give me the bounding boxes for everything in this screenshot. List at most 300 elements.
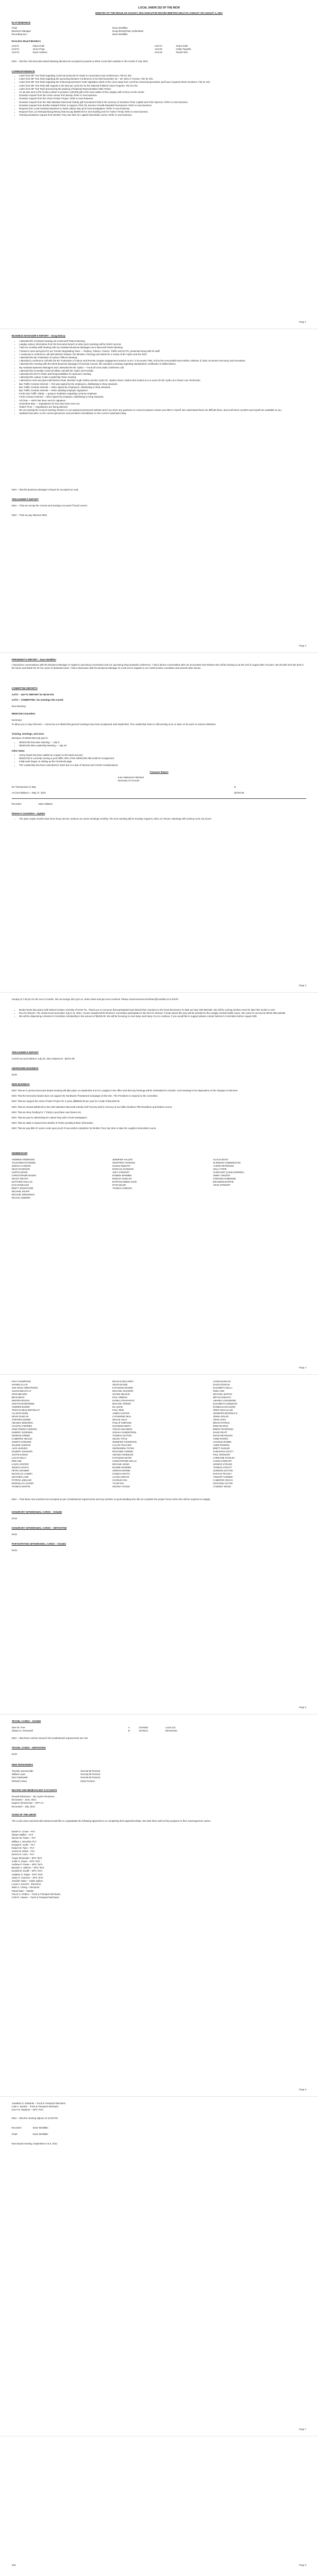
minutes-title: MINUTES OF THE REGULAR AUGUST, 2021 EXECUTIVE BOARD MEETING HELD IN LANGLEY ON AUGUST 4, 2021 [95, 12, 223, 14]
pensioner-type: Early Pension [81, 1779, 95, 1782]
correspondence-list [12, 74, 306, 117]
member-name: MATTHEW GOLLAN [12, 1181, 33, 1183]
member-name: PAUL REID [112, 1409, 124, 1411]
bmr-item: • We are posting the Council meeting minutes on our password protected website and if you have any questions or concerns please contact your BM or myself. We understand these are difficult times, and at all times my BM's and myself are available to you. [19, 409, 306, 412]
bmr-item: • I attended a meet and greet with Bernie Pearl, Member Hugh Smiley and BC Hydro Dr. Jayden Stone Vowles who invited us to a union for BC Hydro at a Power Line Technician. [19, 379, 306, 382]
member-name: DANELL PRASHOVIC [112, 1399, 135, 1402]
correspondence-item: • Letter from MF Tom Reid announcing the passing of National Representative Mike Power. [19, 88, 306, 91]
member-name: THOMAS STRUTT [213, 1466, 232, 1469]
pensioners-heading: NEW PENSIONERS [12, 1763, 33, 1766]
graduate-entry: Jonathan G. Edwards – Truck & Transport Mechanic [12, 2102, 66, 2105]
committee-heading: COMMITTEE REPORTS [12, 687, 38, 690]
travel-ref: B. [128, 1729, 131, 1733]
member-name: LAURA KOSTER [12, 1463, 29, 1466]
member-name: DANIELLE MACLEOD [213, 1406, 236, 1408]
graduate-entry: Angus Mcdonald – EPC Tech [12, 1856, 42, 1859]
member-name: JASON DUNCAN [213, 1380, 231, 1383]
bmr-item: • I attended the Jul Board meeting via a Microsoft Teams Meeting. [19, 340, 306, 343]
womens-item: • Border Book discussion with Nelson's Diane currently of GCW-TIL. Thank you to everyone that participated and shared their reactions to the book discussion! To date we have 500 500.900. We will be coming another event for later this month or next. [19, 1009, 306, 1012]
member-name: PHILLIP SIMPSON [112, 1421, 131, 1424]
pensioner-type: Normal 65 Pension [81, 1773, 101, 1776]
member-name: JUDY STEWART [112, 1171, 130, 1174]
graduate-entry: Calahan S. Paige – EPC Tech [12, 1873, 43, 1876]
member-name: ANNE RIVERS [213, 1437, 228, 1440]
training-text: Members of NEWCOM took part in: [12, 737, 49, 739]
member-name: BRETT JOHNSTONE [12, 1187, 33, 1190]
membership-column [112, 1158, 192, 1190]
training-list [12, 741, 306, 747]
unfinished-none: None [12, 1073, 17, 1076]
womens-item: • Run for Women: The virtual event took place July 5-11, 2021. Across Canada MCW Women's Committee participated in the Run for Women. Funds raised this year will be donated to the Langley mental health cause. We came for second as MCW 258 website. [19, 1012, 306, 1015]
recorder-row [12, 803, 306, 806]
deaths-list [12, 1795, 306, 1808]
adjourn-motion: MSC – that the meeting adjourn at 12:00 PM [12, 2117, 58, 2120]
death-entry: Deceased – June, 2021 [12, 1798, 37, 1802]
member-name: ALYSSA WOLFE [112, 1476, 129, 1478]
graduate-entry: Steven W. Paton – PLT [12, 1837, 36, 1840]
graduate-entry: Bossein A. Salmon – EPC Tech [12, 1866, 45, 1869]
graduate-entry: Daniel S. Crowe – PLT [12, 1830, 36, 1833]
member-name: CHARLIE RODEN [213, 1441, 232, 1443]
unit-label: Unit #5 [155, 48, 162, 51]
member-name: JENNIFER THOMPSON [112, 1441, 137, 1443]
ajetc-heading: AJ/TC – 4&YTC REPORT for MCW 078 [12, 693, 54, 696]
member-name: GREG MCCALLUM [213, 1409, 233, 1411]
member-name: LYNDSEY WOOD [213, 1485, 231, 1488]
bmr-item: • Fortis Gas Traffic Clarity — going to mediation regarding common employer. [19, 392, 306, 395]
deaths-heading: DEATHS AND BENEVOLENT ACCOUNTS [12, 1789, 57, 1791]
correspondence-item: • Letter from MF Tom Reid with regards to the $10 per cycle fee for the National Political Action Program. File for Info. [19, 84, 306, 88]
graduate-entry: Jonnie M. Eakin – PLT [12, 1850, 35, 1853]
officer-role: Chair [12, 27, 17, 29]
othernews-item: • Jenny Stuart has been added as a signer to the bank account. [19, 754, 306, 757]
member-name: SHAWN ALLAN [12, 1383, 28, 1386]
travel-name: Shawn D. Greenwell [12, 1729, 33, 1733]
member-name: MARCUS JOHNSON [112, 1168, 134, 1170]
travel-motion: MSC – that these card be issued if all Constitutional requirements are met. [12, 1737, 89, 1739]
bmr-item: • I attended the bi-weekly Covid-19 tables call with BC Hydro and Fortisbc. [19, 369, 306, 373]
member-name: MICHAEL KNAPP [12, 1190, 30, 1193]
member-name: HELENA YOUNG [112, 1485, 130, 1488]
member-name: ACACIA BOYD [213, 1158, 228, 1161]
member-name: DAVID PRATT [213, 1431, 228, 1434]
membership-column [213, 1380, 293, 1488]
member-name: JOSEPH HOWARD [12, 1441, 31, 1443]
womens-heading: Women's Committee – Update [12, 812, 45, 815]
treasury-label: June Statement Attached [118, 776, 144, 779]
graduate-entry: Dennis R. Hunt – PLT [12, 1853, 34, 1856]
member-name: SEAN DAVIDSON [12, 1168, 30, 1170]
member-name: JENNIFER HALLER [112, 1158, 132, 1161]
member-name: JASON STEWART [213, 1460, 232, 1462]
newbiz-motion: MSC That we donate $2000.00 to the Salt Salvation Memorial Charity Golf Tourney held in memory of our fallen Brothers Phil Woodburn and Robert Lemon. [12, 1105, 173, 1108]
treasurer-heading: TREASURER'S REPORT [12, 498, 39, 501]
unit-label: Unit #3 [12, 51, 19, 54]
page-4 [0, 993, 318, 1375]
sunday-text-body: Sunday at 7:00 pm for the next 3 months. We encourage all to join us, share ideas and get more involved. Please email womenscommittee@mcw258.ca to RSVP. [12, 998, 179, 1001]
member-name: JOHN OAKS [213, 1418, 226, 1421]
member-name: JOHN BEAVER [12, 1393, 28, 1395]
member-name: JESSICA KOVAC [12, 1466, 29, 1469]
member-name: CHARLES WU [112, 1479, 127, 1481]
member-name: KATHLEEN MOORE [112, 1386, 133, 1389]
correspondence-item: • Training assistance request from Brother Tony Van Woe for Logistic Essentials course. Refer to new business. [19, 114, 306, 117]
chair-name: Dave McMillan [33, 2133, 48, 2136]
page-5 [0, 1375, 318, 1715]
graduate-entry: Jamie K. Harrison – EPC Tech [12, 1876, 43, 1879]
member-name: AMANDA LONGMORE [213, 1399, 236, 1402]
correspondence-item: • Letter from MF Tom Reid regarding the upcoming Western Conference to be held November 18 – 20, 2021 in Toronto. File for Info. [19, 77, 306, 81]
member-name: VINCENT TURNER [213, 1476, 233, 1478]
member-name: SEIJO MCGEE [112, 1383, 128, 1386]
graduate-entry: Justin K. Dayto – EPC Tech [12, 1859, 40, 1863]
member-name: LUCAS KELLY [12, 1457, 26, 1459]
member-name: JOHN STEWART [213, 1184, 231, 1186]
bmr-heading: BUSINESS MANAGER'S REPORT – Doug McKay [12, 334, 66, 337]
member-name: TOGAN SOLOMON [112, 1428, 132, 1431]
othernews-item: • Initial work began on setting up the Facebook page. [19, 760, 306, 763]
signature-initials: Jhw [12, 2564, 16, 2566]
death-entry: Russell Robertson – BC Hydro Pensioner [12, 1795, 55, 1798]
newbiz-motion: MSC That we support the Union Protein Project for 3 years @$5000.00 per year for a total of $15,000.00. [12, 1100, 120, 1103]
member-name: AARON PETERSON [213, 1165, 234, 1167]
page-number: Page 5 [299, 1706, 306, 1709]
page-number: Page 3 [299, 984, 306, 987]
treasurer-2-heading: TREASURER'S REPORT [12, 1051, 39, 1054]
recorder-name: Dave McMillan [33, 2126, 48, 2129]
pensioner-row [12, 1780, 306, 1783]
member-name: AMANDA EDWARDS [12, 1421, 33, 1424]
member-name: ELIZABETH LINDQVIST [213, 1402, 238, 1405]
member-name: PAKA THOMPSON [12, 1380, 31, 1383]
newbiz-motion: MSC That we deny funding for 7 Trinity to purchase new frames etc. [12, 1110, 82, 1114]
member-name: LORRAINE STANLEY [213, 1457, 235, 1459]
graduate-entry: Andrew P. Fraser – EPC Tech [12, 1863, 42, 1866]
newbiz-motion: MSC That we table a request from Brother E Fisher pending further information. [12, 1122, 94, 1125]
member-name: GEOFFREY HOSKINS [112, 1161, 135, 1164]
membership-column [112, 1380, 192, 1488]
travel-loc: Local 213 [165, 1726, 176, 1729]
chair-label: Chair: [12, 2133, 18, 2136]
treasury-label: Account Balance = May 27, 2021 [12, 791, 46, 794]
member-name: MICHAEL NAVARRE [112, 1390, 134, 1392]
newbiz-heading: NEW BUSINESS [12, 1083, 30, 1085]
unit-label: Unit #1 [12, 45, 19, 47]
member-name: Klaus Kraft [33, 45, 45, 47]
member-name: ERIN PEARCE [213, 1425, 228, 1427]
bmr-item: • Bus Traffic Contract Internal — MOU awaiting employer signatures. [19, 389, 306, 392]
graduate-entry: Trevor K. Robins – Truck & Transport Mechanic [12, 1892, 61, 1896]
travel-ref: A. [128, 1726, 131, 1729]
pensioner-name: Michael Casey [12, 1779, 27, 1782]
member-name: GILBERT JOHNSON [12, 1450, 33, 1453]
member-name: CHANTAL FERRIES [12, 1425, 32, 1427]
recorder-label: Recorder: [12, 2126, 22, 2129]
member-name: NICHOLAS LANDRY [12, 1472, 33, 1475]
ajetc-next: Next Meeting: [12, 705, 26, 708]
womens-item: • We will be dispensing a Women's Committee scholarship in the amount of $1000.00. We will be focusing on next steps and many of us to continue. If you would like to support please contact Women's Committee before August 20th. [19, 1015, 306, 1018]
member-name: BRENT PETERSON [213, 1428, 234, 1431]
member-name: THOMAS SUTTON [112, 1434, 132, 1437]
bmr-item: • I attended a conference call with the BC Federation of Labour and Premier Horgan engagement session on B.C.'s Economic Plan, led by the Honourable Ravi Kahlon, Minister of Jobs, Economic Recovery and Innovation. [19, 359, 306, 363]
bmr-list [12, 340, 306, 416]
treasury-table [12, 776, 306, 795]
correspondence-item: • Request from Lori McIsaac/Doug McKay that we pay $2000.00 for new bowling sets for Trainer Trinity. Refer to new business. [19, 110, 306, 114]
graduate-entry: Robert W. Tyler – PLT [12, 1847, 34, 1850]
member-name: PAUL NIEMAN [112, 1396, 127, 1399]
training-item: • NEWCOM Executive Meeting — July 8 [19, 741, 306, 744]
travel-loc: Electricians [165, 1729, 178, 1733]
member-name: TYLER WU [112, 1482, 124, 1485]
treasurer-report-heading: Treasurer Report [149, 771, 169, 773]
treasury-label: No Transactions in May [12, 786, 36, 789]
bmr-item: • I had our monthly staff meeting with my Assistant Business Managers via a Microsoft Teams Meeting. [19, 346, 306, 349]
graduate-entry: Donald M. Zoulfe – EPC Tech [12, 1869, 42, 1873]
member-name: JENNA NOLAN [213, 1415, 229, 1418]
participating-heading: PARTICIPATING WITHDRAWAL CARDS – ISSUED [12, 1543, 66, 1545]
member-name: ELI QUAN [112, 1406, 123, 1408]
travel-deposited-heading: TRAVEL CARDS – DEPOSITED [12, 1746, 46, 1749]
member-name: MARLEY DUNCAN [112, 1177, 132, 1180]
member-name: PETRA KRAMER [12, 1469, 29, 1472]
signatures [12, 2126, 306, 2136]
participating-none: None [12, 1549, 17, 1552]
member-name: WINSOR BOGGS [12, 1399, 30, 1402]
membership-column [12, 1380, 91, 1488]
graduate-entry: Shawn Walker – PLT [12, 1833, 33, 1837]
travel-table [12, 1726, 306, 1733]
unit-label: Unit #4 [155, 45, 162, 47]
officer-role: Business Manager [12, 30, 31, 33]
travel-deposited-none: None [12, 1753, 17, 1755]
pensioner-type: Normal 65 Pension [81, 1776, 101, 1779]
member-name: JENNIFER MCDONALD [213, 1412, 237, 1415]
othernews-list [12, 754, 306, 767]
treasury-label: Summary of Account: [118, 779, 140, 782]
president-text: I had phone conversations with the Business Manager in regard to upcoming conventions and our upcoming shop stewards conference. I had a phone conversation with our accountant Gert Nielsen who will be leaving us at the end of August after 23 years. We all wish Gert the best in the future and thank her for her years of dedicated work. I had a discussion with the Business Manager of Local 213 in regards to our Youth Section committee and several other issues. [12, 664, 304, 670]
bmr-item: • My Assistant Business Managers and I attended the BC Hydro — Fund all cross trade conference call. [19, 366, 306, 369]
pensioner-name: William Lowe [12, 1773, 25, 1776]
bmr-item: • I attended the BC Federation of Labour Officers Meeting. [19, 356, 306, 359]
member-name: DAN GONZALEZ [12, 1184, 29, 1186]
member-name: PATRICK LEBLANC [12, 1479, 32, 1481]
member-name: SUSAN RIZZUTO [112, 1165, 130, 1167]
graduates-list [12, 1830, 306, 1899]
member-name: JIMMY VINCENT [213, 1174, 231, 1177]
womens-more-list [12, 1009, 306, 1019]
correspondence-heading: CORRESPONDENCE [12, 70, 35, 73]
officer-name: Dave McMillan [112, 33, 128, 36]
member-name: SAMANTHA SCOTT [213, 1450, 234, 1453]
newbiz-list [12, 1089, 306, 1133]
member-name: ANNE ROGERS [213, 1444, 229, 1446]
member-name: JONATHON BROWNE [12, 1402, 34, 1405]
member-name: ELIZABETH KELLY [213, 1386, 233, 1389]
graduate-entry: William J. McArthur PLT [12, 1840, 37, 1843]
treasury-amount: $ [234, 786, 236, 789]
member-name: MARCELLO LOCKER [12, 1482, 34, 1485]
member-name: DAMIEN WARMEN [112, 1174, 132, 1177]
member-name: MICHAEL KRESSMAN [12, 1193, 35, 1196]
travel-issued-heading: TRAVEL CARDS – ISSUED [12, 1720, 41, 1722]
member-name: KEVIN REYNOLDS [213, 1434, 233, 1437]
graduate-entry: Colin R. Hawes – Truck & Transport Mechanic [12, 1896, 59, 1899]
member-name: JOSE PEDRO FUENTES [12, 1428, 37, 1431]
unit-label: Unit #6 [155, 51, 162, 54]
newcom-heading: NEWCOM Committee [12, 712, 36, 715]
member-name: JOSHUA SUNDSTROM [112, 1431, 136, 1434]
newbiz-motion: MSC That an in person Executive Board meeting will take place on September 8 & 9 in Langley in the office and that any hearings will be scheduled for October. Unit meetings to be dependent on the changes to that time. [12, 1089, 238, 1092]
membership-heading: MEMBERSHIP [12, 1152, 28, 1155]
member-name: ALLISON DUNN [12, 1412, 28, 1415]
pensioner-type: Normal 65 Pension [81, 1770, 101, 1772]
member-name: CHRISTOPHER WALLS [112, 1460, 137, 1462]
membership-column [213, 1158, 293, 1187]
bmr-item: • Bus Traffic Contract Internal — this was signed by the employees, distributing to shop stewards. [19, 383, 306, 386]
bmr-item: • I attended the Labour Codes Leadership Team meeting. [19, 376, 306, 379]
bmr-motion: MSC – that the Business Manager's Report be accepted as read. [12, 488, 79, 491]
member-name: BRAD BEAR [12, 1396, 25, 1399]
correspondence-item: • Donation request from the Union Protein Project. Refer to new business. [19, 97, 306, 100]
member-name: JUSTIN KAMUS [12, 1453, 28, 1456]
member-name: GIOVANNI VICTOR [213, 1482, 233, 1485]
bmr-item: • Fortis Contract Internal — MOU signed by employer, distributing to shop stewards. [19, 395, 306, 399]
page-1 [0, 0, 318, 329]
bmr-item: • All Clear — MOA has been sent for signature. [19, 399, 306, 402]
member-name: NOEL ANN [213, 1390, 225, 1392]
member-name: HANNAH WATTS [112, 1472, 130, 1475]
pensioner-name: Dan Gawlowski [12, 1776, 28, 1779]
graduate-entry: Mark S. Chang – Electrical [12, 1886, 39, 1889]
member-name: TOUCHWIN RAYMOND [12, 1161, 36, 1164]
travel-num: 2476482 [139, 1726, 148, 1729]
member-name: ALEXIS BEASTLAY [12, 1390, 32, 1392]
graduate-entry: Lucas A. Everett – Electrical [12, 1883, 41, 1886]
bmr-item: • Langley Labour Information from the Executive Board on when joint meetings will be held in person. [19, 343, 306, 346]
sunday-text [12, 998, 306, 1001]
member-name: ANDREW BURKE [12, 1406, 30, 1408]
member-name: BRYAN KNIGHTS [213, 1396, 231, 1399]
member-name: Dave Hoskins [33, 51, 48, 54]
union-header: LOCAL UNION 252 OF THE MCW [138, 6, 180, 10]
member-name: ANDREW ANDERSON [12, 1158, 35, 1161]
member-name: SHERRY GOODWIN [12, 1431, 33, 1434]
bmr-item: • Hubert Trust — negotiations are being planned. [19, 406, 306, 409]
page-7 [0, 2097, 318, 2436]
correspondence-item: • Donation request from Brother Edward Fisher in support of the Fly Summer Growth Baseball Tournament. Refer to new business. [19, 104, 306, 107]
newbiz-motion: MSC That we pay for advertising for Labour Day ads in local newspapers. [12, 1116, 88, 1119]
graduate-entry: Kurt F.G. Martinez – EPC Tech [12, 2108, 43, 2112]
membership-motion: MSC – That these new members be accepted as per Constitutional requirements and any member in good standing who did not complete the proper forms at the time will be required to reapply. [12, 1498, 210, 1501]
page-3 [0, 653, 318, 993]
correspondence-item: • Letter from MF Tom Reid regarding Covid-19 protocols for travel to conventions and conferences. File for Info. [19, 74, 306, 77]
member-name: JORDAN WARNE [112, 1469, 130, 1472]
page-8 [0, 2436, 318, 2576]
page-number: Page 6 [299, 2088, 306, 2091]
bmr-item: • I hosted a meet and greet for our Toronto Negotiating Team — Rodney, Trainee, Francis, Traffic and ECTG, presented along with its staff. [19, 350, 306, 353]
member-name: CAMERON HEALES [12, 1437, 33, 1440]
graduates-list-2 [12, 2102, 306, 2112]
treasurer-motion: MSC – That we accept the Current and Savings Accounts if found correct. [12, 504, 88, 507]
othernews-item: • NEWCOM is currently running a pool raffle: 50% of the NEWCOM 258 email be reorganized. [19, 757, 306, 760]
page-6 [0, 1715, 318, 2097]
member-name: PAUL SPENCER [213, 1453, 230, 1456]
good-text: The Local Union and Executive Board would like to congratulate the following apprentices on completing their apprenticeships. We wish them well as they progress in their Journeyperson career. [12, 1820, 211, 1822]
member-name: CHRISTOPHER BAUER [12, 1174, 36, 1177]
correspondence-item: • Request from Local Assistant Business to Tarek Labour Day ad in local newspapers. Refer to new business. [19, 107, 306, 110]
member-name: STEPHEN DUNNE [12, 1418, 31, 1421]
member-name: ERIK KIM [12, 1460, 22, 1462]
member-name: Gerry Pope [33, 48, 45, 51]
member-name: AMANDA WHEELER [112, 1453, 134, 1456]
member-name: RYAN WILDE [112, 1184, 126, 1186]
ajetc-sub: AJ/TC – COMMITTEE: Six meetings this month [12, 699, 64, 701]
death-entry: Deceased – July, 2021 [12, 1805, 36, 1808]
member-name: JOLENE HUDSON [12, 1444, 31, 1446]
pensioner-name: Timothy Summerville [12, 1770, 33, 1772]
officer-role: Recording Sec. [12, 33, 28, 36]
member-name: REAGAN MCCARDY [112, 1380, 134, 1383]
member-name: GARRAHET (LUKE) MORRELL [213, 1171, 245, 1174]
honorary-issued-heading: HONORARY WITHDRAWAL CARDS – ISSUED [12, 1511, 62, 1513]
graduate-entry: Fahed Nasr – Welder [12, 1889, 34, 1892]
member-name: CALVIN TOLLIVER [112, 1444, 132, 1446]
graduate-entry: Ronald R. Golfe – PLT [12, 1843, 35, 1846]
member-name: LENNOX STRAND [213, 1463, 232, 1466]
training-heading: Training, meetings, and more [12, 733, 44, 735]
member-name: MICHAEL MARTIN [213, 1393, 232, 1395]
member-name: BRIAN PATRICK [213, 1421, 230, 1424]
member-name: NATHAN TRACEY [213, 1472, 232, 1475]
member-name: GORDON SUTTON [213, 1469, 233, 1472]
member-name: BARTHOLOMEW JOHN [112, 1181, 137, 1183]
exec-members-heading: Executive Board Members [12, 40, 41, 42]
unfinished-heading: UNFINISHED BUSINESS [12, 1067, 39, 1070]
member-name: Rachel Moi [176, 51, 188, 54]
good-heading: GOOD OF THE UNION [12, 1813, 37, 1816]
bmr-item: • Horseshoe Bay — negotiations for bus have been sent out. [19, 402, 306, 406]
officer-name: Doug McKay/Gary Sutherland [112, 30, 144, 33]
member-name: BRANDON BARTHE [213, 1181, 234, 1183]
member-name: BRETT SADLER [213, 1447, 230, 1450]
member-name: KURTIS WOOD [12, 1171, 28, 1174]
member-name: TRISTAN DELE BETHELLIT [12, 1409, 40, 1411]
member-name: JON ARUN ARMSTRONG [12, 1386, 38, 1389]
member-name: HEATHER LANE [12, 1476, 29, 1478]
divider [12, 798, 306, 799]
member-name: GLENDON CUMMINGHAM [213, 1161, 241, 1164]
member-name: CATHERINE SEAL [112, 1415, 131, 1418]
graduate-entry: Jennifer Halse – Cable Splicer [12, 1880, 43, 1883]
member-name: GEORGE GREEN [12, 1434, 30, 1437]
member-name: SELINA TATLE [112, 1437, 128, 1440]
member-name: JAMES SANTOS [112, 1412, 130, 1415]
member-name: JOSHUA CARSON [12, 1165, 31, 1167]
pensioners-list [12, 1770, 306, 1783]
member-name: GERNOMINA TOTEN [112, 1447, 134, 1450]
honorary-issued-none: None [12, 1517, 17, 1520]
president-heading: PRESIDENT'S REPORT – Dave McMillan [12, 658, 56, 661]
membership-column [12, 1158, 91, 1200]
member-name: MICHAEL PREWS [112, 1402, 131, 1405]
member-name: CAMERON VEGAS [213, 1479, 233, 1481]
officer-name: Dave McMillan [112, 27, 128, 29]
minutes-motion: MSC – that the Unit Executive Board Meeting Minutes be accepted as posted to MCW Local 252's website in the month of July 2021. [12, 60, 149, 63]
member-name: KELLY POPE [213, 1168, 227, 1170]
bmr-item: • Bus Traffic Contract Internal — MOU signed by employees, distributing to shop stewards. [19, 386, 306, 389]
newbiz-motion: MSC That the Executive Board does not support the Northwest Threatened Campaign at this time. The President to respond to the committee. [12, 1095, 158, 1098]
recorder-name: Dave Wallace [38, 803, 53, 805]
